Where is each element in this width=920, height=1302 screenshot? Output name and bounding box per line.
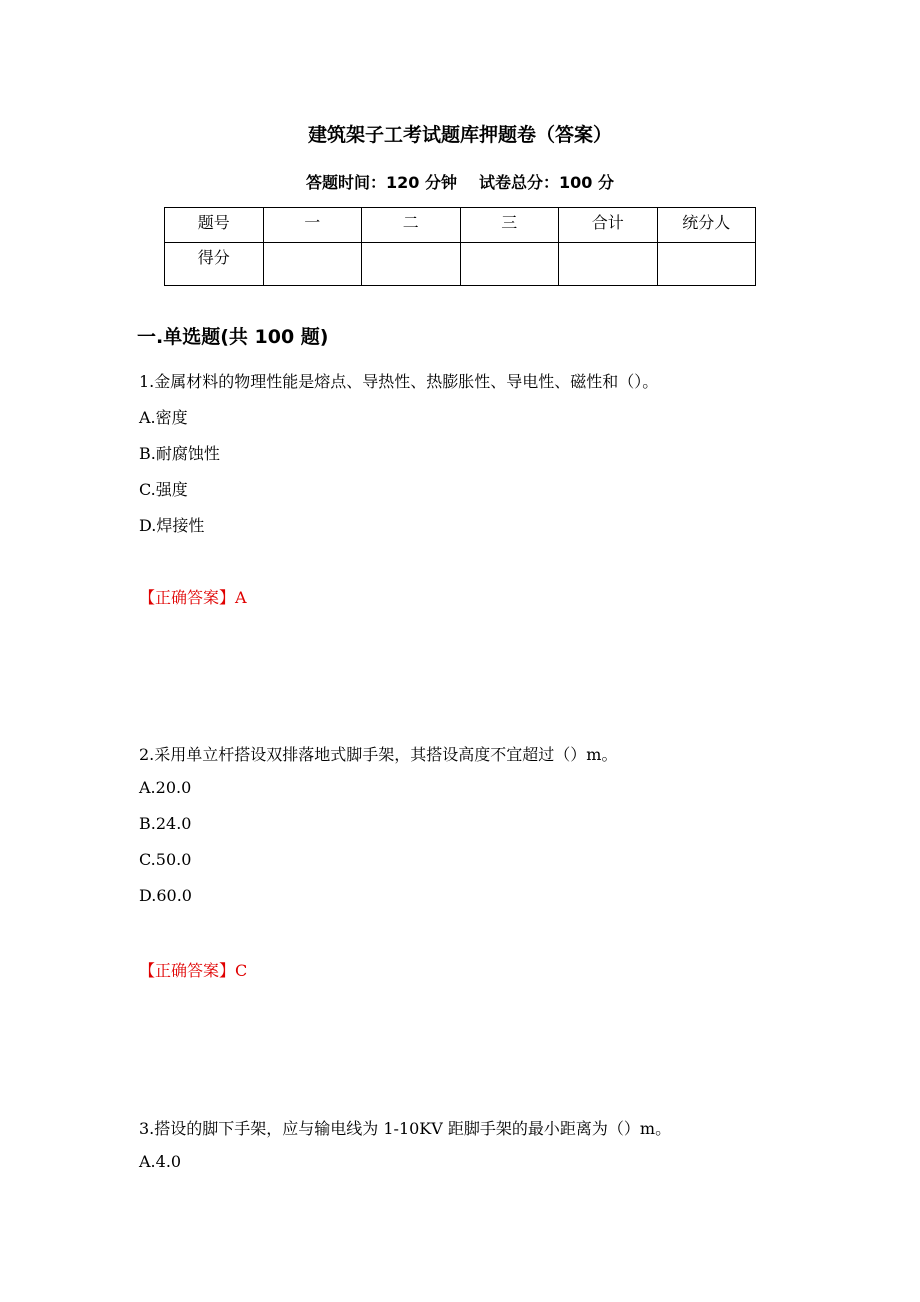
score-cell-empty	[460, 243, 559, 286]
question-stem: 3.搭设的脚下手架，应与输电线为 1-10KV 距脚手架的最小距离为（）m。	[139, 1119, 672, 1138]
question-option: A.密度	[139, 408, 188, 427]
score-header-cell: 合计	[559, 208, 658, 243]
question-option: A.4.0	[139, 1152, 182, 1171]
score-header-cell: 统分人	[657, 208, 756, 243]
question-stem: 2.采用单立杆搭设双排落地式脚手架，其搭设高度不宜超过（）m。	[139, 745, 618, 764]
score-cell-empty	[362, 243, 461, 286]
correct-answer: 【正确答案】C	[139, 961, 248, 980]
exam-info	[0, 170, 920, 193]
exam-time: 答题时间：120 分钟	[306, 173, 457, 192]
question-option: B.耐腐蚀性	[139, 444, 220, 463]
correct-answer: 【正确答案】A	[139, 588, 247, 607]
question-option: D.60.0	[139, 886, 192, 905]
score-cell-empty	[657, 243, 756, 286]
score-table-header-row	[165, 208, 756, 243]
score-cell-empty	[559, 243, 658, 286]
score-header-cell: 一	[263, 208, 362, 243]
exam-total-score: 试卷总分：100 分	[479, 173, 614, 192]
question-option: D.焊接性	[139, 516, 205, 535]
document-title: 建筑架子工考试题库押题卷（答案）	[307, 124, 612, 146]
question-option: A.20.0	[139, 778, 192, 797]
score-table-score-row	[165, 243, 756, 286]
score-header-cell: 三	[460, 208, 559, 243]
score-header-cell: 二	[362, 208, 461, 243]
score-header-cell: 题号	[165, 208, 264, 243]
section-title: 一.单选题(共 100 题)	[137, 326, 329, 348]
score-cell-empty	[263, 243, 362, 286]
question-option: B.24.0	[139, 814, 192, 833]
score-row-label: 得分	[165, 243, 264, 286]
question-option: C.50.0	[139, 850, 192, 869]
score-table	[164, 207, 756, 286]
question-stem: 1.金属材料的物理性能是熔点、导热性、热膨胀性、导电性、磁性和（）。	[139, 372, 659, 391]
question-option: C.强度	[139, 480, 188, 499]
